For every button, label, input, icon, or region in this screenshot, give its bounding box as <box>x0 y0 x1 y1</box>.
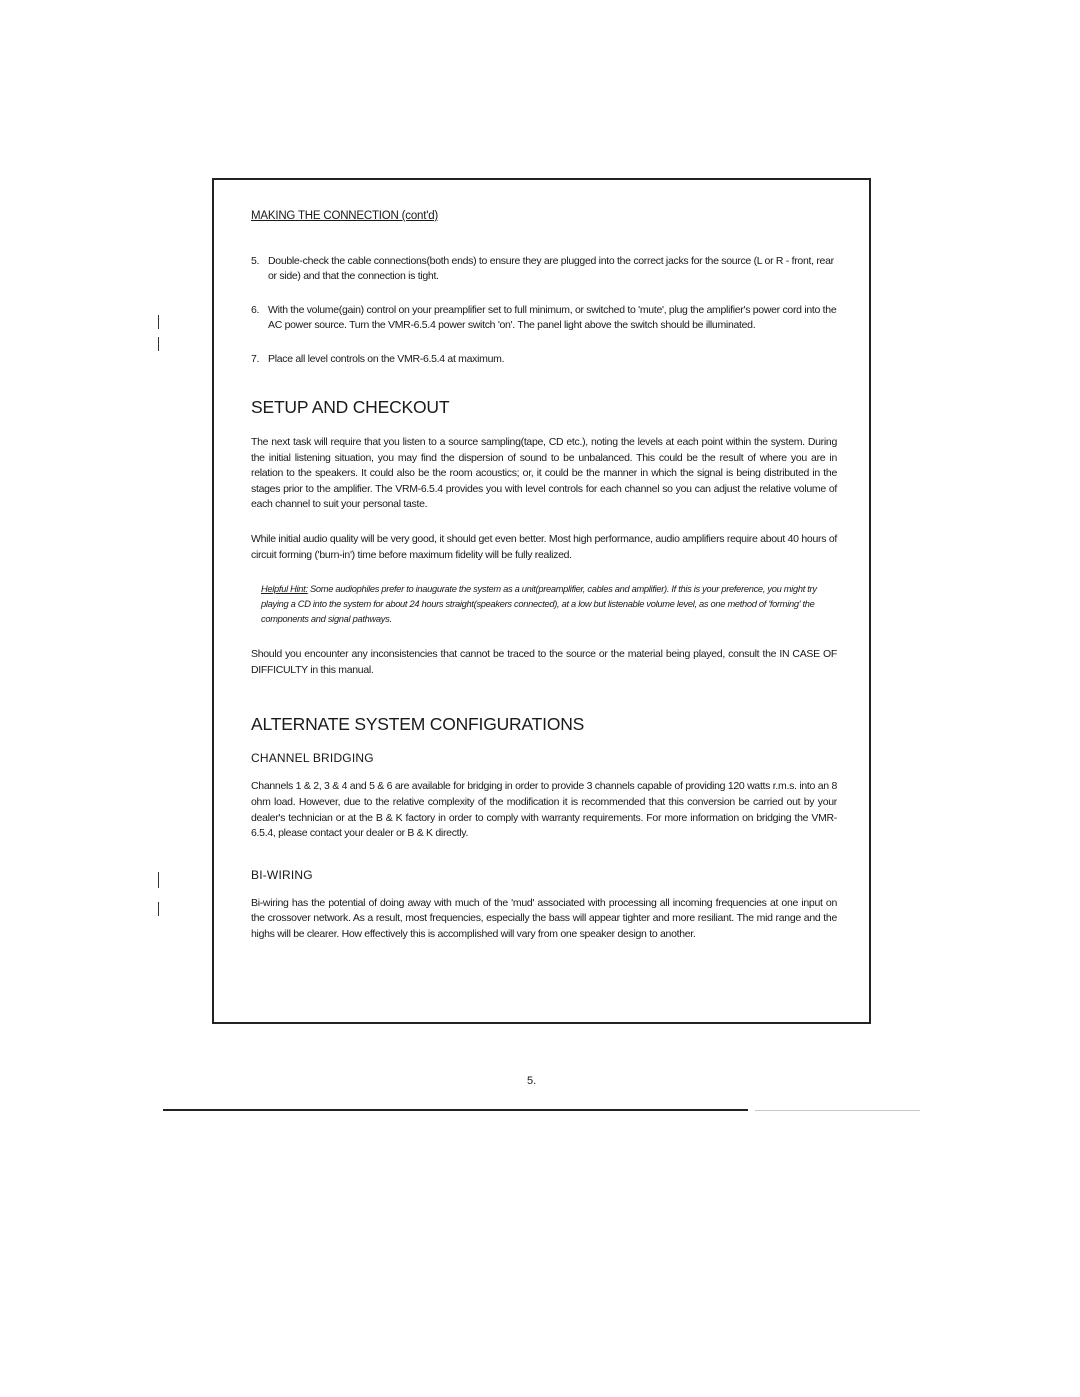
margin-mark <box>158 902 159 916</box>
hint-text: Some audiophiles prefer to inaugurate the system as a unit(preamplifier, cables and amplifier). If this is your preference, you might try playing a CD into the system for about 24 hours straight(speakers connected), at a low but listenable volume level, as one method of 'forming' the components and signal pathways. <box>261 584 817 625</box>
setup-paragraph: The next task will require that you listen to a source sampling(tape, CD etc.), noting the levels at each point within the system. During the initial listening situation, you may find the dispersion of sound to be unbalanced. This could be the result of where you are in relation to the speakers. It could also be the room acoustics; or, it could be the manner in which the signal is being distributed in the stages prior to the amplifier. The VRM-6.5.4 provides you with level controls for each channel so you can adjust the relative volume of each channel to suit your personal taste. <box>251 436 837 511</box>
bridging-paragraph: Channels 1 & 2, 3 & 4 and 5 & 6 are available for bridging in order to provide 3 channels capable of providing 120 watts r.m.s. into an 8 ohm load. However, due to the relative complexity of the modification it is recommended that this conversion be carried out by your dealer's technician or at the B & K factory in order to comply with warranty requirements. For more information on bridging the VMR-6.5.4, please contact your dealer or B & K directly. <box>251 780 837 840</box>
list-item-number: 7. <box>251 353 260 365</box>
setup-heading: SETUP AND CHECKOUT <box>251 397 450 417</box>
list-item <box>251 303 837 333</box>
list-item-number: 5. <box>251 255 260 267</box>
list-item-text: Double-check the cable connections(both ends) to ensure they are plugged into the correct jacks for the source (L or R - front, rear or side) and that the connection is tight. <box>268 255 834 282</box>
setup-paragraph: While initial audio quality will be very good, it should get even better. Most high performance, audio amplifiers require about 40 hours of circuit forming ('burn-in') time before maximum fidelity will be fully realized. <box>251 532 837 561</box>
margin-mark <box>158 337 159 351</box>
hint-label: Helpful Hint: <box>261 584 308 595</box>
list-item <box>251 254 837 284</box>
setup-paragraph: Should you encounter any inconsistencies that cannot be traced to the source or the material being played, consult the IN CASE OF DIFFICULTY in this manual. <box>251 648 837 676</box>
page-number: 5. <box>527 1075 537 1087</box>
section-subtitle: MAKING THE CONNECTION (cont'd) <box>251 210 439 222</box>
helpful-hint <box>261 582 837 627</box>
margin-mark <box>158 872 159 888</box>
list-item-text: Place all level controls on the VMR-6.5.4 at maximum. <box>268 353 505 365</box>
biwiring-paragraph: Bi-wiring has the potential of doing away with much of the 'mud' associated with processing all incoming frequencies at one input on the crossover network. As a result, most frequencies, especially the bass will appear tighter and more resiliant. The mid range and the highs will be clearer. How effectively this is accomplished will vary from one speaker design to another. <box>251 896 837 940</box>
document-body <box>251 210 837 962</box>
bottom-rule-faint <box>755 1110 920 1111</box>
list-item <box>251 352 837 367</box>
biwiring-heading: BI-WIRING <box>251 867 313 882</box>
bridging-heading: CHANNEL BRIDGING <box>251 751 374 766</box>
list-item-number: 6. <box>251 304 260 316</box>
alternate-heading: ALTERNATE SYSTEM CONFIGURATIONS <box>251 714 585 735</box>
margin-mark <box>158 315 159 329</box>
list-item-text: With the volume(gain) control on your preamplifier set to full minimum, or switched to 'mute', plug the amplifier's power cord into the AC power source. Turn the VMR-6.5.4 power switch 'on'. The panel light above the switch should be illuminated. <box>268 304 837 331</box>
bottom-rule <box>163 1109 748 1111</box>
